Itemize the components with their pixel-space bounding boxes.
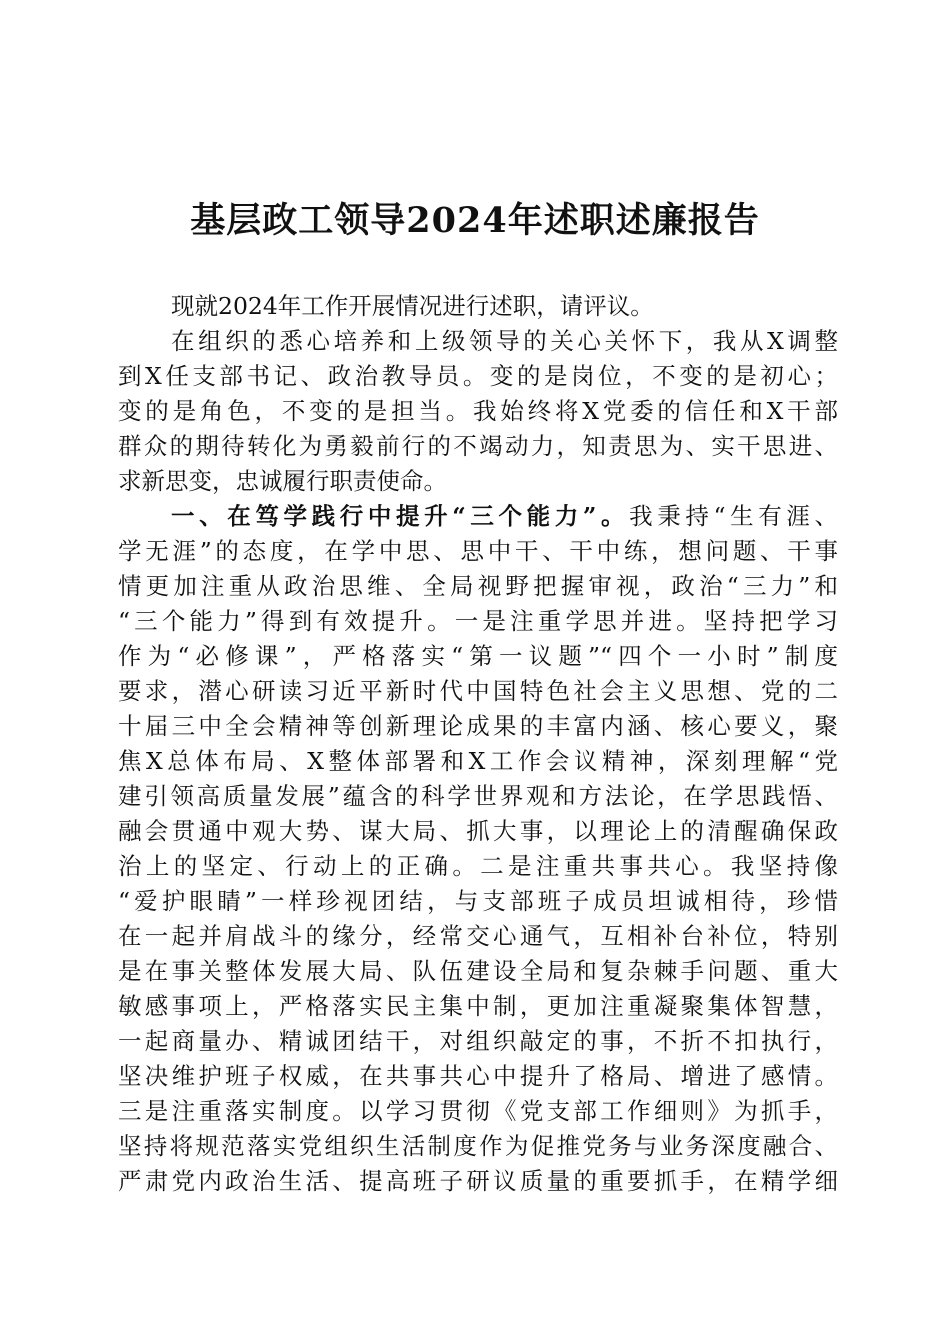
paragraph-3-line-16: 一起商量办、精诚团结干，对组织敲定的事，不折不扣执行，: [118, 1027, 838, 1055]
paragraph-2-line-2: 到X任支部书记、政治教导员。变的是岗位，不变的是初心；: [118, 362, 838, 390]
paragraph-3-line-19: 坚持将规范落实党组织生活制度作为促推党务与业务深度融合、: [118, 1132, 838, 1160]
document-body: [118, 289, 838, 1199]
paragraph-3-line-12: “爱护眼睛”一样珍视团结，与支部班子成员坦诚相待，珍惜: [118, 887, 838, 915]
paragraph-3-line-15: 敏感事项上，严格落实民主集中制，更加注重凝聚集体智慧，: [118, 992, 838, 1020]
paragraph-3-line-1: [118, 499, 838, 534]
paragraph-3-line-14: 是在事关整体发展大局、队伍建设全局和复杂棘手问题、重大: [118, 957, 838, 985]
paragraph-1-line-1: 现就2024年工作开展情况进行述职，请评议。: [171, 292, 654, 320]
paragraph-3-line-4: “三个能力”得到有效提升。一是注重学思并进。坚持把学习: [118, 607, 838, 635]
paragraph-3-line-1-rest: 我秉持“生有涯、: [629, 502, 838, 530]
paragraph-2-line-3: 变的是角色，不变的是担当。我始终将X党委的信任和X干部: [118, 397, 838, 425]
paragraph-2-line-5: 求新思变，忠诚履行职责使命。: [118, 467, 447, 495]
paragraph-3-line-6: 要求，潜心研读习近平新时代中国特色社会主义思想、党的二: [118, 677, 838, 705]
paragraph-3-line-10: 融会贯通中观大势、谋大局、抓大事，以理论上的清醒确保政: [118, 817, 838, 845]
section-heading: 一、在笃学践行中提升“三个能力”。: [171, 502, 630, 530]
paragraph-3-line-8: 焦X总体布局、X整体部署和X工作会议精神，深刻理解“党: [118, 747, 838, 775]
paragraph-3-line-17: 坚决维护班子权威，在共事共心中提升了格局、增进了感情。: [118, 1062, 838, 1090]
paragraph-3-line-2: 学无涯”的态度，在学中思、思中干、干中练，想问题、干事: [118, 537, 838, 565]
paragraph-3-line-9: 建引领高质量发展”蕴含的科学世界观和方法论，在学思践悟、: [118, 782, 838, 810]
document-title: 基层政工领导2024年述职述廉报告: [190, 200, 760, 241]
paragraph-3-line-11: 治上的坚定、行动上的正确。二是注重共事共心。我坚持像: [118, 852, 838, 880]
paragraph-3-line-20: 严肃党内政治生活、提高班子研议质量的重要抓手，在精学细: [118, 1167, 838, 1195]
paragraph-3-line-18: 三是注重落实制度。以学习贯彻《党支部工作细则》为抓手，: [118, 1097, 838, 1125]
paragraph-3-line-5: 作为“必修课”，严格落实“第一议题”“四个一小时”制度: [118, 642, 838, 670]
paragraph-2-line-1: 在组织的悉心培养和上级领导的关心关怀下，我从X调整: [171, 327, 838, 355]
paragraph-2-line-4: 群众的期待转化为勇毅前行的不竭动力，知责思为、实干思进、: [118, 432, 838, 460]
paragraph-3-line-3: 情更加注重从政治思维、全局视野把握审视，政治“三力”和: [118, 572, 838, 600]
paragraph-3-line-7: 十届三中全会精神等创新理论成果的丰富内涵、核心要义，聚: [118, 712, 838, 740]
paragraph-3-line-13: 在一起并肩战斗的缘分，经常交心通气，互相补台补位，特别: [118, 922, 838, 950]
